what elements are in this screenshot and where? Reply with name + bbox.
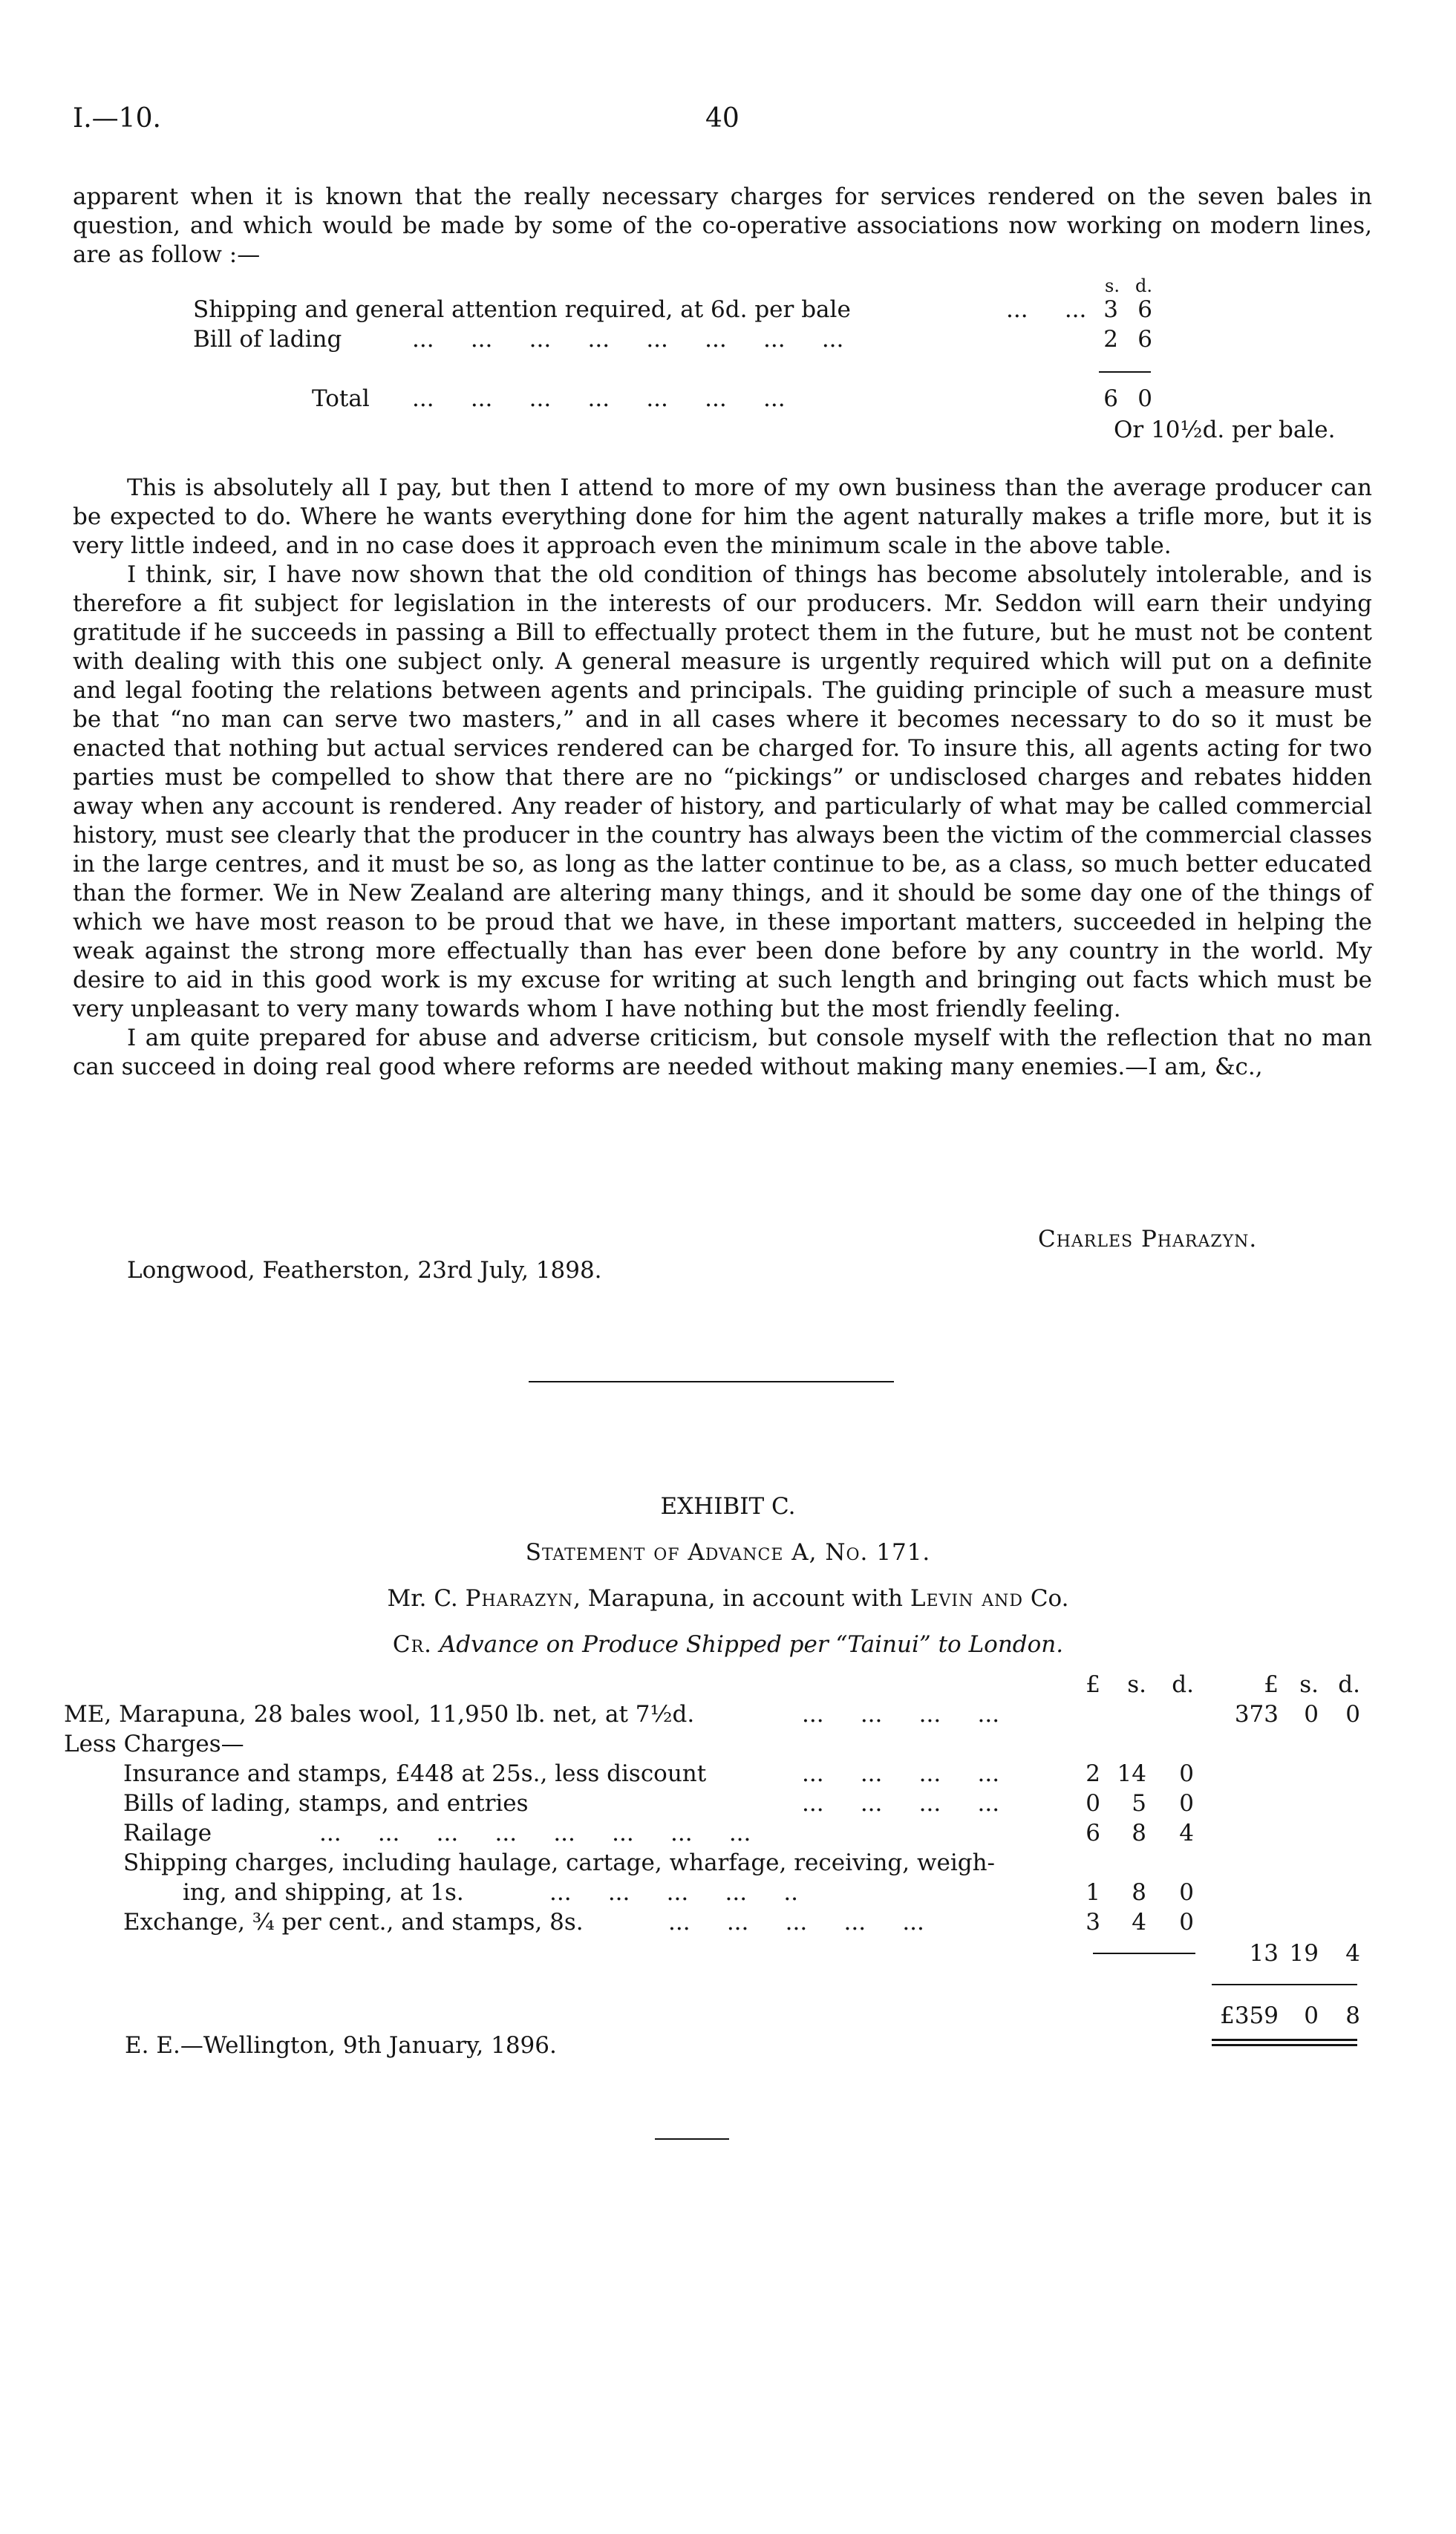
net-total-d: 8 xyxy=(1345,2002,1360,2029)
main-item-d: 0 xyxy=(1345,1701,1360,1728)
account-name: Pharazyn xyxy=(465,1585,574,1612)
account-pre: Mr. C. xyxy=(387,1585,466,1612)
charge-pounds: 6 xyxy=(1086,1820,1100,1846)
exhibit-footer: E. E.—Wellington, 9th January, 1896. xyxy=(125,2032,557,2059)
row-leader: ... ... xyxy=(1006,296,1087,323)
charge-label: Bills of lading, stamps, and entries xyxy=(123,1790,529,1817)
letter-paragraph-2: I think, sir, I have now shown that the old condition of things has become absolutely intolerable, and is therefore a fit subject for legislation in the interests of our producers. Mr. Seddon will earn their undying gratitude if he succeeds in passing a Bill to effectually protect them in the future, but he must not be content with dealing with this one subject only. A general measure is urgently required which will put on a definite and legal footing the relations between agents and principals. The guiding principle of such a measure must be that “no man can serve two masters,” and in all cases where it becomes necessary to do so it must be enacted that nothing but actual services rendered can be charged for. To insure this, all agents acting for two parties must be compelled to show that there are no “pickings” or undisclosed charges and rebates hidden away when any account is rendered. Any reader of history, and particularly of what may be called commercial history, must see clearly that the producer in the country has always been the victim of the commercial classes in the large centres, and it must be so, as long as the latter continue to be, as a class, so much better educated than the former. We in New Zealand are altering many things, and it should be some day one of the things of which we have most reason to be proud that we have, in these important matters, succeeded in helping the weak against the strong more effectually than has ever been done before by any country in the world. My desire to aid in this good work is my excuse for writing at such length and bringing out facts which must be very unpleasant to very many towards whom I have nothing but the most friendly feeling. xyxy=(73,561,1372,1022)
charge-pounds: 2 xyxy=(1086,1760,1100,1787)
row-s: 3 xyxy=(1103,296,1118,323)
charge-label: Shipping charges, including haulage, cartage, wharfage, receiving, weigh- xyxy=(123,1849,996,1876)
col-s-header: s. xyxy=(1105,275,1120,296)
account-firm: Levin and xyxy=(910,1585,1023,1612)
header-s-2: s. xyxy=(1299,1671,1319,1698)
double-rule-bottom xyxy=(1212,2044,1357,2046)
total-s: 6 xyxy=(1103,385,1118,412)
account-mid: , Marapuna, in account with xyxy=(573,1585,910,1612)
header-s-1: s. xyxy=(1127,1671,1146,1698)
charges-total-s: 19 xyxy=(1289,1940,1319,1967)
address-line: Longwood, Featherston, 23rd July, 1898. xyxy=(127,1257,602,1284)
charge-d: 0 xyxy=(1179,1879,1194,1906)
end-divider xyxy=(655,2138,729,2140)
charge-s: 14 xyxy=(1117,1760,1146,1787)
exhibit-title: EXHIBIT C. xyxy=(660,1493,796,1520)
account-post: Co. xyxy=(1022,1585,1069,1612)
charge-pounds: 3 xyxy=(1086,1909,1100,1936)
main-item-leader: ... ... ... ... xyxy=(802,1701,1000,1728)
page-ref: I.—10. xyxy=(73,103,161,134)
row-d: 6 xyxy=(1137,326,1152,353)
double-rule-top xyxy=(1212,2039,1357,2041)
row-d: 6 xyxy=(1137,296,1152,323)
charge-s: 5 xyxy=(1132,1790,1146,1817)
header-pound-2: £ xyxy=(1264,1671,1279,1698)
advance-line xyxy=(0,1630,1456,1659)
charge-label: Exchange, ¾ per cent., and stamps, 8s. xyxy=(123,1909,584,1936)
charge-label: Insurance and stamps, £448 at 25s., less discount xyxy=(123,1760,707,1787)
main-item-label: ME, Marapuna, 28 bales wool, 11,950 lb. net, at 7½d. xyxy=(64,1701,695,1728)
charges-rule xyxy=(1093,1953,1195,1954)
charge-label: Railage xyxy=(123,1820,212,1846)
total-leader: ... ... ... ... ... ... ... xyxy=(412,385,786,412)
charge-leader: ... ... ... ... .. xyxy=(549,1879,799,1906)
charges-total-d: 4 xyxy=(1345,1940,1360,1967)
charge-s: 4 xyxy=(1132,1909,1146,1936)
header-d-2: d. xyxy=(1338,1671,1360,1698)
charge-leader: ... ... ... ... ... xyxy=(668,1909,924,1936)
total-d: 0 xyxy=(1137,385,1152,412)
net-total-pounds: £359 xyxy=(1220,2002,1279,2029)
net-rule xyxy=(1212,1984,1357,1985)
statement-title: Statement of Advance A, No. 171. xyxy=(525,1539,931,1566)
charge-d: 4 xyxy=(1179,1820,1194,1846)
col-d-header: d. xyxy=(1135,275,1152,296)
charge-s: 8 xyxy=(1132,1879,1146,1906)
row-label: Shipping and general attention required, at 6d. per bale xyxy=(193,296,851,323)
less-charges-label: Less Charges— xyxy=(64,1731,244,1757)
account-line xyxy=(0,1584,1456,1613)
section-divider xyxy=(529,1381,894,1382)
main-item-pounds: 373 xyxy=(1234,1701,1279,1728)
charge-d: 0 xyxy=(1179,1790,1194,1817)
cr-label: Cr. xyxy=(392,1631,433,1658)
charge-d: 0 xyxy=(1179,1760,1194,1787)
per-bale-note: Or 10½d. per bale. xyxy=(1114,417,1336,443)
charge-d: 0 xyxy=(1179,1909,1194,1936)
advance-desc: Advance on Produce Shipped per “Tainui” to London. xyxy=(439,1631,1064,1658)
letter-paragraph-1: This is absolutely all I pay, but then I attend to more of my own business than the average producer can be expected to do. Where he wants everything done for him the agent naturally makes a trifle more, but it is very little indeed, and in no case does it approach even the minimum scale in the above table. xyxy=(73,474,1372,559)
charge-label-cont: ing, and shipping, at 1s. xyxy=(183,1879,464,1906)
charges-total-pounds: 13 xyxy=(1249,1940,1279,1967)
charge-s: 8 xyxy=(1132,1820,1146,1846)
net-total-s: 0 xyxy=(1304,2002,1319,2029)
signature: Charles Pharazyn. xyxy=(1038,1226,1258,1253)
page-number: 40 xyxy=(705,103,740,134)
header-pound-1: £ xyxy=(1086,1671,1100,1698)
charge-pounds: 1 xyxy=(1086,1879,1100,1906)
row-s: 2 xyxy=(1103,326,1118,353)
letter-body xyxy=(73,474,1372,1082)
total-rule xyxy=(1099,371,1151,373)
intro-paragraph xyxy=(73,183,1372,270)
intro-text: apparent when it is known that the really necessary charges for services rendered on the seven bales in question, and which would be made by some of the co-operative associations now working on modern lines, are as follow :— xyxy=(73,183,1372,268)
main-item-s: 0 xyxy=(1304,1701,1319,1728)
row-label: Bill of lading xyxy=(193,326,342,353)
letter-paragraph-3: I am quite prepared for abuse and adverse criticism, but console myself with the reflection that no man can succeed in doing real good where reforms are needed without making many enemies.—I am, &c., xyxy=(73,1025,1372,1080)
charge-leader: ... ... ... ... ... ... ... ... xyxy=(319,1820,751,1846)
header-d-1: d. xyxy=(1172,1671,1194,1698)
charge-pounds: 0 xyxy=(1086,1790,1100,1817)
total-label: Total xyxy=(312,385,370,412)
charge-leader: ... ... ... ... xyxy=(802,1790,1000,1817)
row-leader: ... ... ... ... ... ... ... ... xyxy=(412,326,844,353)
charge-leader: ... ... ... ... xyxy=(802,1760,1000,1787)
